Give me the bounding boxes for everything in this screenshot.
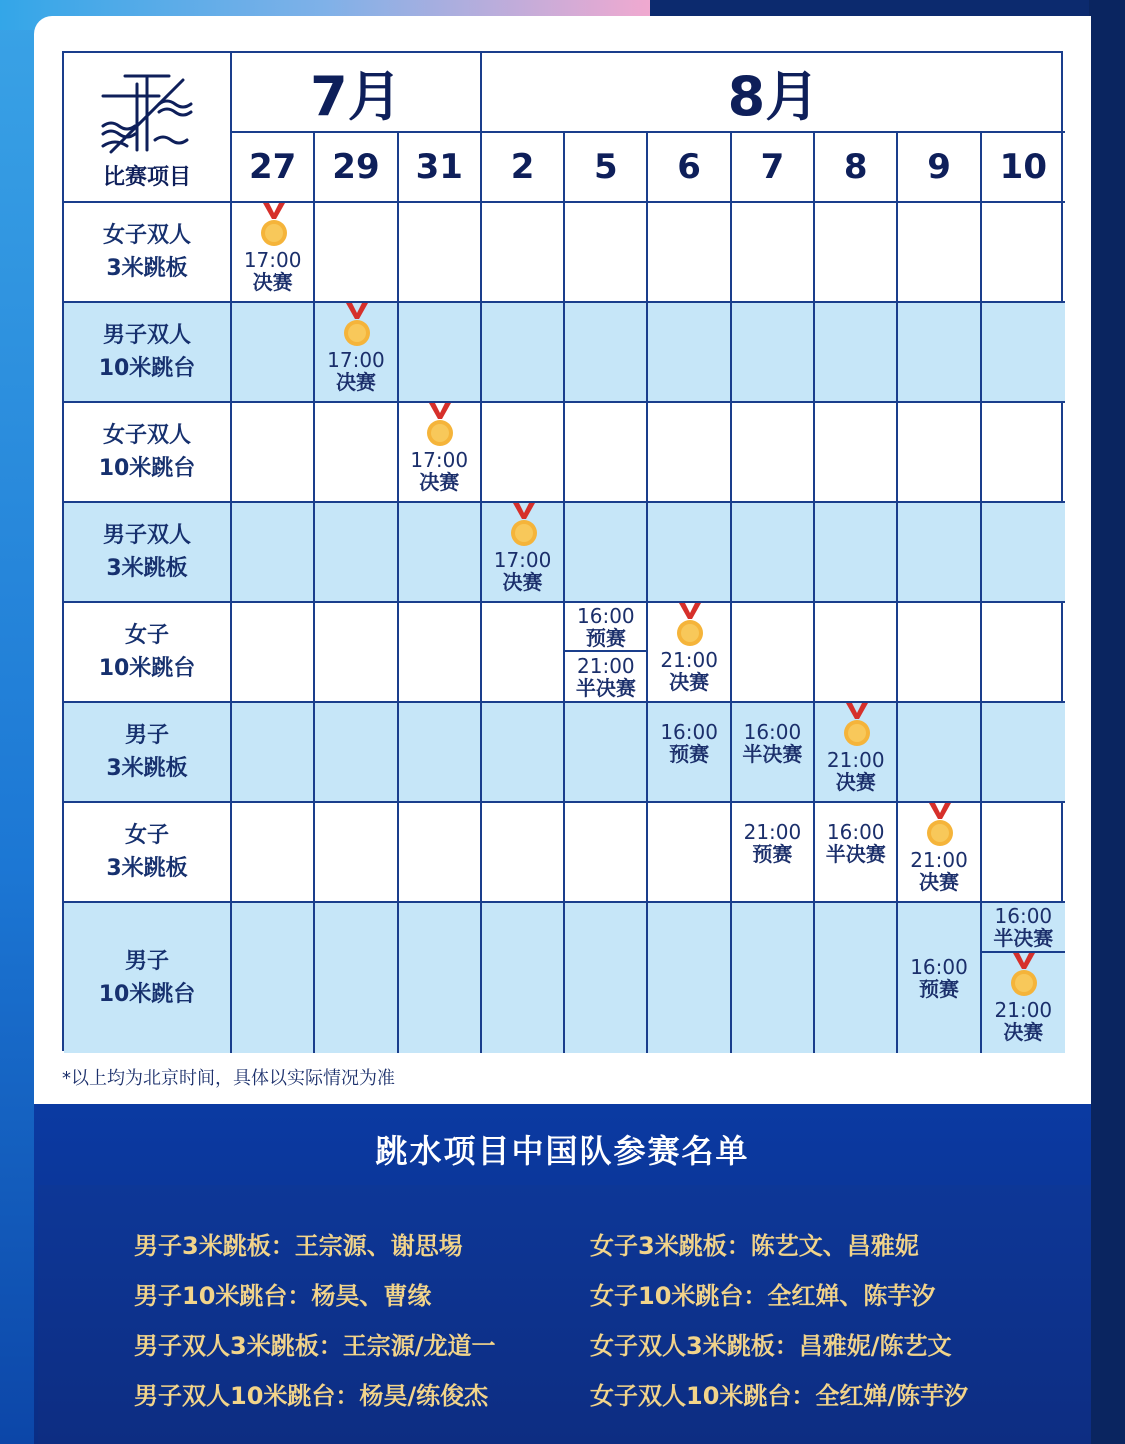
schedule-cell bbox=[315, 203, 398, 303]
schedule-cell bbox=[648, 403, 731, 503]
schedule-cell bbox=[732, 503, 815, 603]
medal-icon bbox=[842, 703, 872, 749]
schedule-cell bbox=[232, 503, 315, 603]
event-discipline: 10米跳台 bbox=[98, 456, 196, 481]
schedule-cell bbox=[732, 903, 815, 1053]
schedule-cell bbox=[815, 603, 898, 703]
day-header bbox=[648, 133, 731, 203]
slot-time: 17:00 bbox=[410, 448, 469, 472]
schedule-cell bbox=[565, 903, 648, 1053]
schedule-cell bbox=[815, 403, 898, 503]
day-number: 7 bbox=[760, 147, 785, 187]
slot-stage: 预赛 bbox=[919, 977, 960, 1001]
schedule-cell bbox=[315, 803, 398, 903]
event-label-cell bbox=[64, 603, 232, 703]
schedule-cell bbox=[232, 903, 315, 1053]
schedule-cell bbox=[982, 803, 1065, 903]
month-label: 8月 bbox=[727, 64, 820, 128]
slot-stage: 决赛 bbox=[502, 570, 543, 594]
schedule-cell bbox=[399, 803, 482, 903]
slot-time: 21:00 bbox=[660, 648, 718, 672]
event-name: 男子 bbox=[124, 949, 169, 974]
event-name: 男子双人 bbox=[102, 323, 191, 348]
schedule-cell bbox=[732, 303, 815, 403]
medal-icon bbox=[1009, 953, 1039, 999]
slot-time: 16:00 bbox=[660, 720, 718, 744]
day-header bbox=[315, 133, 398, 203]
timezone-note: *以上均为北京时间，具体以实际情况为准 bbox=[62, 1068, 395, 1089]
day-number: 31 bbox=[415, 147, 463, 187]
event-discipline: 10米跳台 bbox=[98, 356, 196, 381]
medal-icon bbox=[425, 403, 455, 449]
schedule-cell bbox=[648, 303, 731, 403]
slot-time: 21:00 bbox=[910, 848, 968, 872]
medal-icon bbox=[509, 503, 539, 549]
schedule-cell bbox=[565, 203, 648, 303]
schedule-cell bbox=[482, 903, 565, 1053]
day-number: 6 bbox=[677, 147, 701, 187]
event-name: 女子 bbox=[124, 623, 169, 648]
schedule-cell bbox=[482, 203, 565, 303]
slot-time: 21:00 bbox=[994, 998, 1053, 1022]
schedule-cell bbox=[482, 703, 565, 803]
slot-time: 16:00 bbox=[577, 603, 635, 628]
schedule-cell bbox=[565, 803, 648, 903]
event-label-cell bbox=[64, 403, 232, 503]
slot-time: 16:00 bbox=[826, 820, 885, 844]
schedule-cell bbox=[399, 303, 482, 403]
schedule-cell bbox=[232, 403, 315, 503]
month-august bbox=[482, 53, 1065, 133]
roster-entry: 女子3米跳板：陈艺文、昌雅妮 bbox=[590, 1232, 919, 1260]
slot-stage: 决赛 bbox=[252, 270, 293, 294]
schedule-cell bbox=[232, 803, 315, 903]
schedule-cell bbox=[898, 703, 981, 803]
schedule-cell bbox=[982, 403, 1065, 503]
slot-stage: 决赛 bbox=[919, 870, 960, 894]
schedule-cell bbox=[315, 503, 398, 603]
medal-icon bbox=[925, 803, 955, 849]
schedule-cell bbox=[982, 703, 1065, 803]
schedule-cell bbox=[315, 603, 398, 703]
schedule-cell bbox=[898, 603, 981, 703]
slot-stage: 预赛 bbox=[669, 742, 710, 766]
slot-time: 17:00 bbox=[243, 248, 302, 272]
day-number: 10 bbox=[999, 147, 1047, 187]
schedule-cell bbox=[565, 503, 648, 603]
roster-entry: 男子3米跳板：王宗源、谢思埸 bbox=[134, 1232, 463, 1260]
event-name: 男子双人 bbox=[102, 523, 191, 548]
schedule-cell bbox=[232, 703, 315, 803]
schedule-cell bbox=[482, 303, 565, 403]
roster-entry: 男子双人10米跳台：杨昊/练俊杰 bbox=[134, 1382, 489, 1410]
slot-stage: 决赛 bbox=[669, 670, 710, 694]
slot-time: 16:00 bbox=[910, 955, 968, 979]
background-right-strip bbox=[1089, 0, 1125, 1444]
schedule-cell bbox=[815, 503, 898, 603]
slot-time: 21:00 bbox=[577, 653, 635, 678]
roster-title: 跳水项目中国队参赛名单 bbox=[375, 1132, 750, 1170]
schedule-cell bbox=[982, 303, 1065, 403]
event-label-cell bbox=[64, 703, 232, 803]
schedule-cell bbox=[648, 703, 731, 803]
schedule-cell bbox=[232, 303, 315, 403]
schedule-cell bbox=[565, 403, 648, 503]
slot-stage: 预赛 bbox=[752, 842, 793, 866]
schedule-cell bbox=[732, 803, 815, 903]
schedule-cell bbox=[898, 803, 981, 903]
schedule-cell bbox=[399, 603, 482, 703]
day-header bbox=[482, 133, 565, 203]
slot-stage: 决赛 bbox=[419, 470, 460, 494]
day-header bbox=[982, 133, 1065, 203]
event-discipline: 10米跳台 bbox=[98, 982, 196, 1007]
day-number: 27 bbox=[248, 147, 297, 187]
schedule-cell bbox=[482, 403, 565, 503]
slot-stage: 预赛 bbox=[585, 625, 626, 650]
schedule-cell bbox=[482, 603, 565, 703]
day-number: 2 bbox=[510, 147, 535, 187]
schedule-cell bbox=[648, 803, 731, 903]
schedule-cell bbox=[898, 203, 981, 303]
schedule-cell bbox=[648, 203, 731, 303]
schedule-cell bbox=[648, 603, 731, 703]
event-discipline: 3米跳板 bbox=[106, 256, 188, 281]
slot-time: 16:00 bbox=[743, 720, 802, 744]
schedule-cell bbox=[315, 303, 398, 403]
slot-stage: 半决赛 bbox=[993, 926, 1054, 950]
day-number: 9 bbox=[927, 147, 951, 187]
event-label-cell bbox=[64, 303, 232, 403]
corner-header bbox=[64, 53, 232, 203]
schedule-cell-split bbox=[982, 903, 1065, 1053]
day-header bbox=[815, 133, 898, 203]
schedule-cell bbox=[565, 303, 648, 403]
schedule-cell bbox=[399, 203, 482, 303]
slot-stage: 半决赛 bbox=[825, 842, 886, 866]
roster-entry: 女子双人10米跳台：全红婵/陈芋汐 bbox=[590, 1382, 969, 1410]
schedule-cell bbox=[399, 703, 482, 803]
event-name: 女子双人 bbox=[102, 423, 191, 448]
event-label-cell bbox=[64, 803, 232, 903]
schedule-cell bbox=[732, 403, 815, 503]
schedule-cell bbox=[815, 203, 898, 303]
schedule-cell bbox=[565, 703, 648, 803]
day-number: 5 bbox=[594, 147, 618, 187]
schedule-cell bbox=[315, 903, 398, 1053]
day-number: 8 bbox=[843, 147, 868, 187]
day-header bbox=[732, 133, 815, 203]
day-number: 29 bbox=[332, 147, 380, 187]
schedule-cell bbox=[399, 403, 482, 503]
schedule-cell bbox=[898, 303, 981, 403]
schedule-cell bbox=[399, 503, 482, 603]
slot-stage: 半决赛 bbox=[575, 675, 636, 700]
event-discipline: 3米跳板 bbox=[106, 556, 188, 581]
schedule-cell bbox=[982, 603, 1065, 703]
slot-time: 17:00 bbox=[493, 548, 552, 572]
slot-time: 21:00 bbox=[743, 820, 802, 844]
slot-time: 16:00 bbox=[994, 904, 1053, 928]
schedule-cell bbox=[898, 403, 981, 503]
month-july bbox=[232, 53, 482, 133]
schedule-cell bbox=[982, 203, 1065, 303]
schedule-cell bbox=[898, 903, 981, 1053]
slot-time: 17:00 bbox=[327, 348, 385, 372]
event-discipline: 3米跳板 bbox=[106, 856, 188, 881]
schedule-cell bbox=[315, 403, 398, 503]
event-discipline: 10米跳台 bbox=[98, 656, 196, 681]
schedule-cell bbox=[732, 203, 815, 303]
schedule-cell bbox=[482, 503, 565, 603]
event-label-cell bbox=[64, 203, 232, 303]
schedule-cell bbox=[232, 603, 315, 703]
schedule-cell bbox=[732, 703, 815, 803]
medal-icon bbox=[259, 203, 289, 249]
slot-stage: 半决赛 bbox=[742, 742, 803, 766]
roster-entry: 女子双人3米跳板：昌雅妮/陈艺文 bbox=[590, 1332, 952, 1360]
corner-label: 比赛项目 bbox=[102, 165, 191, 190]
schedule-cell bbox=[815, 703, 898, 803]
schedule-cell bbox=[815, 303, 898, 403]
slot-time: 21:00 bbox=[826, 748, 885, 772]
medal-icon bbox=[675, 603, 705, 649]
event-discipline: 3米跳板 bbox=[106, 756, 188, 781]
schedule-cell bbox=[315, 703, 398, 803]
day-header bbox=[565, 133, 648, 203]
slot-top bbox=[982, 903, 1065, 953]
schedule-cell bbox=[815, 803, 898, 903]
schedule-cell bbox=[648, 503, 731, 603]
event-name: 女子双人 bbox=[102, 223, 191, 248]
month-label: 7月 bbox=[310, 64, 402, 128]
schedule-cell bbox=[482, 803, 565, 903]
schedule-cell bbox=[982, 503, 1065, 603]
roster-entry: 男子双人3米跳板：王宗源/龙道一 bbox=[134, 1332, 496, 1360]
schedule-cell bbox=[648, 903, 731, 1053]
schedule-cell bbox=[815, 903, 898, 1053]
day-header bbox=[232, 133, 315, 203]
schedule-cell bbox=[399, 903, 482, 1053]
medal-icon bbox=[342, 303, 372, 349]
event-name: 男子 bbox=[124, 723, 169, 748]
schedule-table bbox=[62, 51, 1063, 1051]
day-header bbox=[898, 133, 981, 203]
slot-stage: 决赛 bbox=[1003, 1020, 1044, 1044]
slot-stage: 决赛 bbox=[835, 770, 876, 794]
schedule-cell-split bbox=[565, 603, 648, 703]
diving-logo-icon bbox=[97, 70, 197, 156]
slot-bottom bbox=[982, 953, 1065, 1049]
schedule-cell bbox=[232, 203, 315, 303]
event-label-cell bbox=[64, 503, 232, 603]
day-header bbox=[399, 133, 482, 203]
event-name: 女子 bbox=[124, 823, 169, 848]
slot-stage: 决赛 bbox=[335, 370, 376, 394]
schedule-cell bbox=[732, 603, 815, 703]
roster-entry: 女子10米跳台：全红婵、陈芋汐 bbox=[590, 1282, 936, 1310]
roster-entry: 男子10米跳台：杨昊、曹缘 bbox=[134, 1282, 432, 1310]
event-label-cell bbox=[64, 903, 232, 1053]
schedule-cell bbox=[898, 503, 981, 603]
